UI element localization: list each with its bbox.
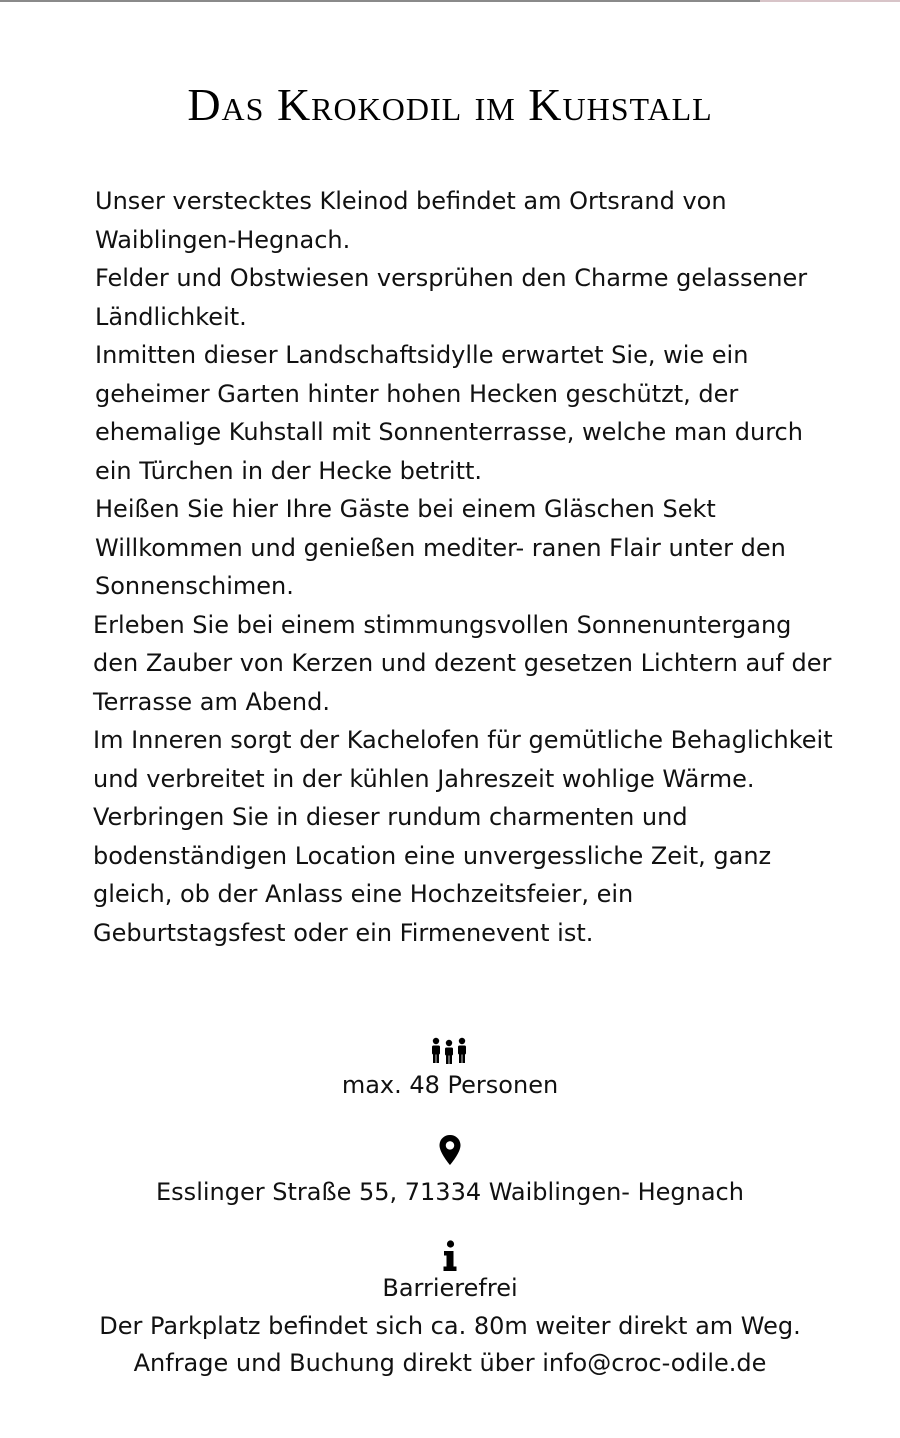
parking-text: Der Parkplatz befindet sich ca. 80m weiter direkt am Weg. [99, 1312, 801, 1340]
map-pin-icon [438, 1134, 462, 1166]
paragraph-guests: Heißen Sie hier Ihre Gäste bei einem Gläschen Sekt Willkommen und genießen mediter- ranen Flair unter den Sonnenschimen. [95, 495, 786, 600]
booking-text: Anfrage und Buchung direkt über info@croc-odile.de [133, 1349, 767, 1377]
description-text [93, 182, 833, 952]
page-title: Das Krokodil im Kuhstall [187, 79, 713, 130]
paragraph-garden: Inmitten dieser Landschaftsidylle erwartet Sie, wie ein geheimer Garten hinter hohen Hecken geschützt, der ehemalige Kuhstall mit Sonnenterrasse, welche man durch ein Türchen in der Hecke betritt. [95, 341, 803, 485]
capacity-text: max. 48 Personen [341, 1071, 559, 1099]
info-icon [441, 1240, 459, 1272]
top-divider-accent [760, 0, 900, 2]
paragraph-fields: Felder und Obstwiesen versprühen den Charme gelassener Ländlichkeit. [95, 264, 808, 331]
paragraph-interior: Im Inneren sorgt der Kachelofen für gemütliche Behaglichkeit und verbreitet in der kühlen Jahreszeit wohlige Wärme. [93, 726, 833, 793]
paragraph-sunset: Erleben Sie bei einem stimmungsvollen Sonnenuntergang den Zauber von Kerzen und dezent gesetzen Lichtern auf der Terrasse am Abend. [93, 610, 832, 716]
paragraph-closing: Verbringen Sie in dieser rundum charmenten und bodenständigen Location eine unvergessliche Zeit, ganz gleich, ob der Anlass eine Hochzeitsfeier, ein Geburtstagsfest oder ein Firmenevent ist. [93, 803, 772, 947]
people-group-icon [430, 1037, 468, 1065]
paragraph-location: Unser verstecktes Kleinod befindet am Ortsrand von Waiblingen-Hegnach. [95, 187, 727, 254]
address-text: Esslinger Straße 55, 71334 Waiblingen- Hegnach [156, 1178, 744, 1206]
accessibility-text: Barrierefrei [382, 1274, 518, 1302]
